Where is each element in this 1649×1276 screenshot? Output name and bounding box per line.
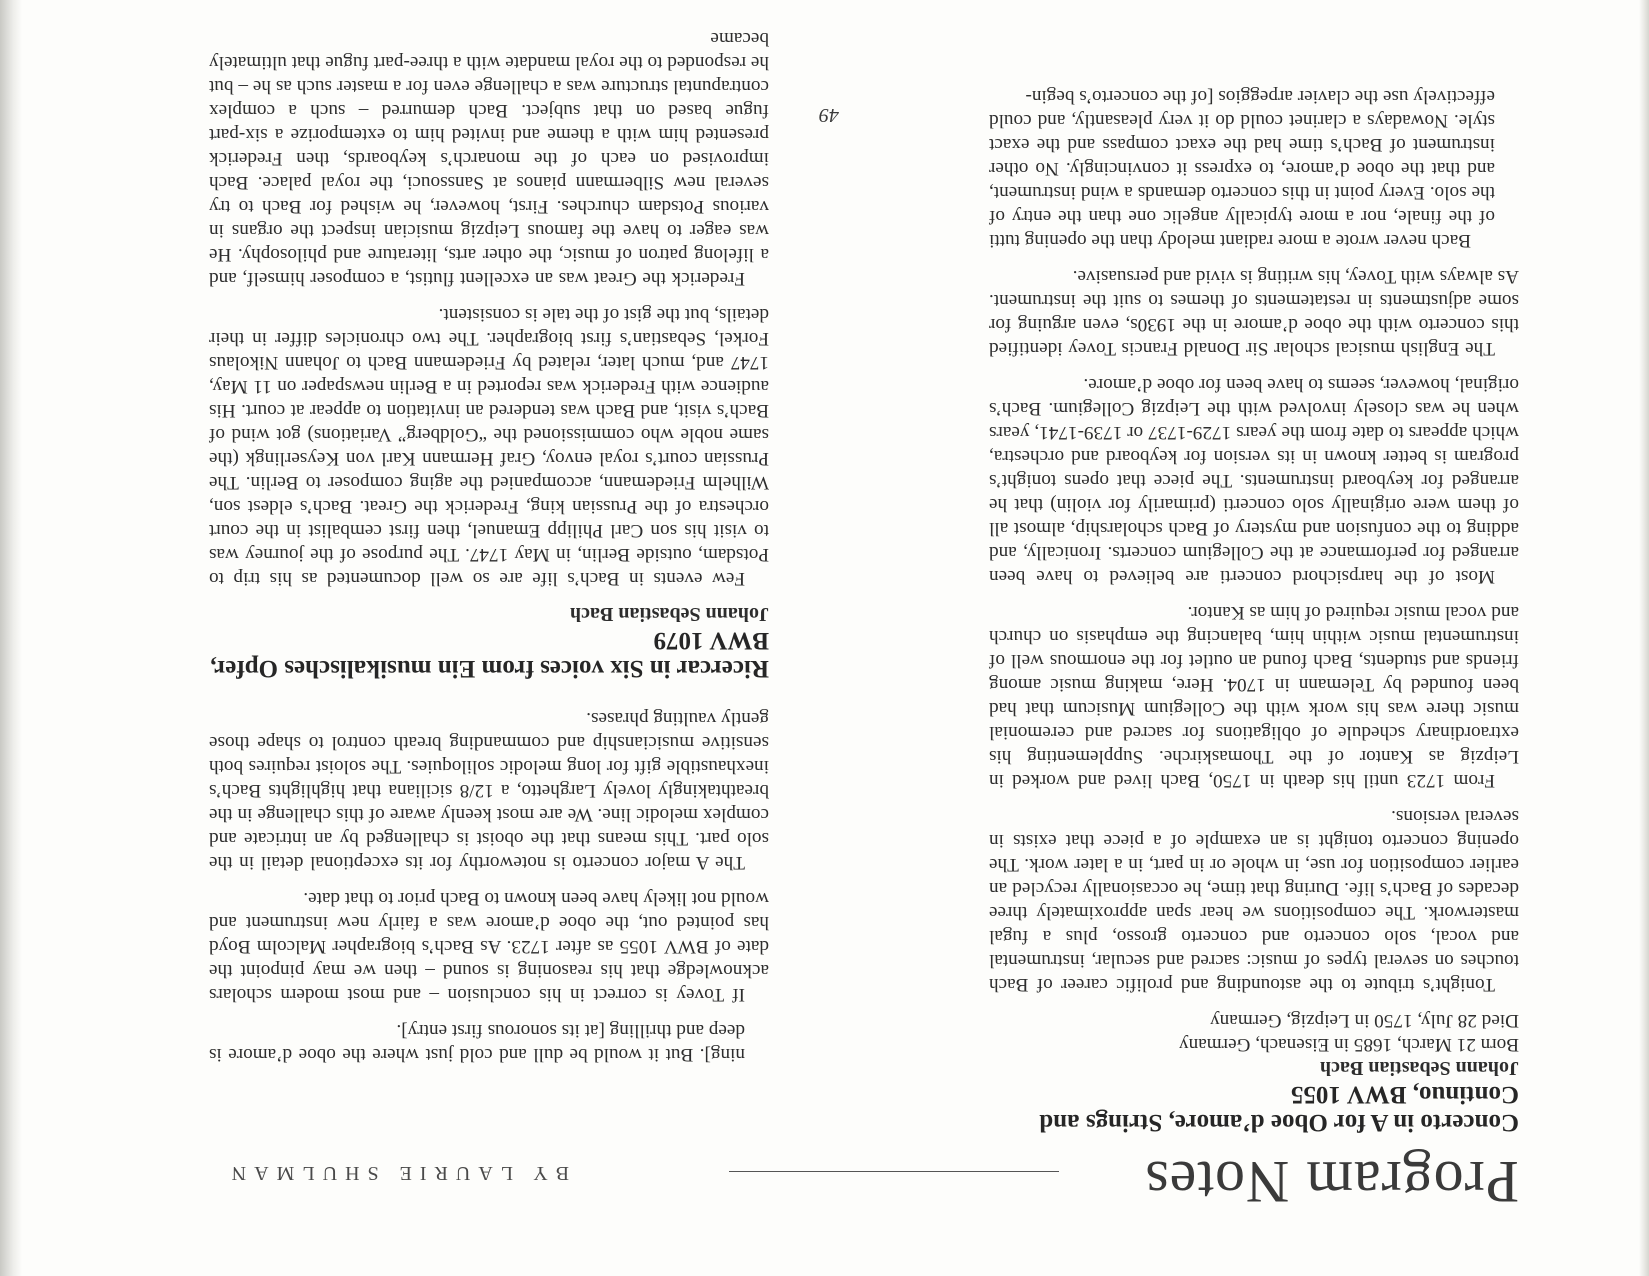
- composer-died: Died 28 July, 1750 in Leipzig, Germany: [1210, 1010, 1519, 1031]
- concerto-paragraph: Tonight’s tribute to the astounding and prolific career of Bach touches on several types of music: sacred and secular, instrumental and vocal, solo concerto and concerto grosso, plus a fugal masterwork. The compositions we hear span approximately three decades of Bach’s life. During that time, he occasionally recycled an earlier composition for use, in whole or in part, in a later work. The opening concerto tonight is an example of a piece that exists in several versions.: [989, 806, 1519, 995]
- ricercar-paragraph: Few events in Bach’s life are so well documented as his trip to Potsdam, outside Berlin, in May 1747. The purpose of the journey was to visit his son Carl Philipp Emanuel, then first cembalist in the court orchestra of the Prussian king, Frederick the Great. Bach’s eldest son, Wilhelm Friedemann, accompanied the aging composer to Berlin. The Prussian court’s royal envoy, Graf Hermann Karl von Keyserlingk (the same noble who commissioned the “Goldberg” Variations) got wind of Bach’s visit, and Bach was tendered an invitation to appear at court. His audience with Frederick was reported in a Berlin newspaper on 11 May, 1747 and, much later, related by Friedemann Bach to Johann Nikolaus Forkel, Sebastian’s first biographer. The two chronicles differ in their details, but the gist of the tale is consistent.: [209, 304, 769, 589]
- concerto-title: Concerto in A for Oboe d’amore, Strings and Continuo, BWV 1055: [1039, 1081, 1519, 1136]
- composer-born: Born 21 March, 1685 in Eisenach, Germany: [1179, 1034, 1519, 1055]
- title-rule: [729, 1171, 1059, 1172]
- ricercar-title: Ricercar in Six voices from Ein musikalisches Opfer, BWV 1079: [210, 627, 769, 682]
- concerto-paragraph: From 1723 until his death in 1750, Bach lived and worked in Leipzig as Kantor of the Thomaskirche. Supplementing his extraordinary schedule of obligations for sacred and ceremonial music there was his work with the Collegium Musicum that had been founded by Telemann in 1704. Here, making music among friends and students, Bach found an outlet for the enormous well of instrumental music within him, balancing the emphasis on church and vocal music required of him as Kantor.: [989, 602, 1519, 791]
- page-title: Program Notes: [1144, 1149, 1519, 1215]
- author-byline: BY LAURIE SHULMAN: [223, 1162, 569, 1184]
- concerto-composer: Johann Sebastian Bach: [1320, 1057, 1519, 1079]
- concerto-paragraph: The A major concerto is noteworthy for its exceptional detail in the solo part. This means that the oboist is challenged by an intricate and complex melodic line. We are most keenly aware of this challenge in the breathtakingly lovely Larghetto, a 12/8 siciliana that highlights Bach’s inexhaustible gift for long melodic soliloquies. The soloist requires both sensitive musicianship and commanding breath control to shape those gently vaulting phrases.: [209, 708, 769, 873]
- tovey-quote: Bach never wrote a more radiant melody than the opening tutti of the finale, nor a more typically angelic one than the entry of the solo. Every point in this concerto demands a wind instrument, and that the oboe d’amore, to express it convincingly. No other instrument of Bach’s time had the exact compass and the exact style. Nowadays a clarinet could do it very pleasantly, and could effectively use the clavier arpeggios [of the concerto’s begin-: [989, 86, 1495, 251]
- ricercar-column: [209, 26, 769, 1066]
- ricercar-paragraph: Frederick the Great was an excellent flutist, a composer himself, and a lifelong patron of music, the other arts, literature and philosophy. He was eager to have the famous Leipzig musician inspect the organs in various Potsdam churches. First, however, he wished for Bach to try several new Silbermann pianos at Sanssouci, the royal palace. Bach improvised on each of the monarch’s keyboards, then Frederick presented him with a theme and invited him to extemporize a six-part fugue based on that subject. Bach demurred – such a complex contrapuntal structure was a challenge even for a master such as he – but he responded to the royal mandate with a three-part fugue that ultimately became: [209, 28, 769, 289]
- ricercar-composer: Johann Sebastian Bach: [570, 603, 769, 625]
- concerto-column: [989, 84, 1519, 1136]
- concerto-paragraph: The English musical scholar Sir Donald Francis Tovey identified this concerto with the oboe d’amore in the 1930s, even arguing for some adjustments in restatements of themes to suit the instrument. As always with Tovey, his writing is vivid and persuasive.: [989, 266, 1519, 359]
- page-number: 49: [819, 104, 839, 126]
- concerto-paragraph: Most of the harpsichord concerti are believed to have been arranged for performance at the Collegium concerts. Ironically, and adding to the confusion and mystery of Bach scholarship, almost all of them were originally solo concerti (primarily for violin) that he arranged for keyboard instruments. The piece that opens tonight’s program is better known in its version for keyboard and orchestra, which appears to date from the years 1729-1737 or 1739-1741, years when he was closely involved with the Leipzig Collegium. Bach’s original, however, seems to have been for oboe d’amore.: [989, 374, 1519, 587]
- concerto-paragraph: If Tovey is correct in his conclusion – and most modern scholars acknowledge that his reasoning is sound – then we may pinpoint the date of BWV 1055 as after 1723. As Bach’s biographer Malcolm Boyd has pointed out, the oboe d’amore was a fairly new instrument and would not likely have been known to Bach prior to that date.: [209, 888, 769, 1005]
- tovey-quote-continuation: ning]. But it would be dull and cold just where the oboe d’amore is deep and thrilling [at its sonorous first entry].: [209, 1020, 745, 1065]
